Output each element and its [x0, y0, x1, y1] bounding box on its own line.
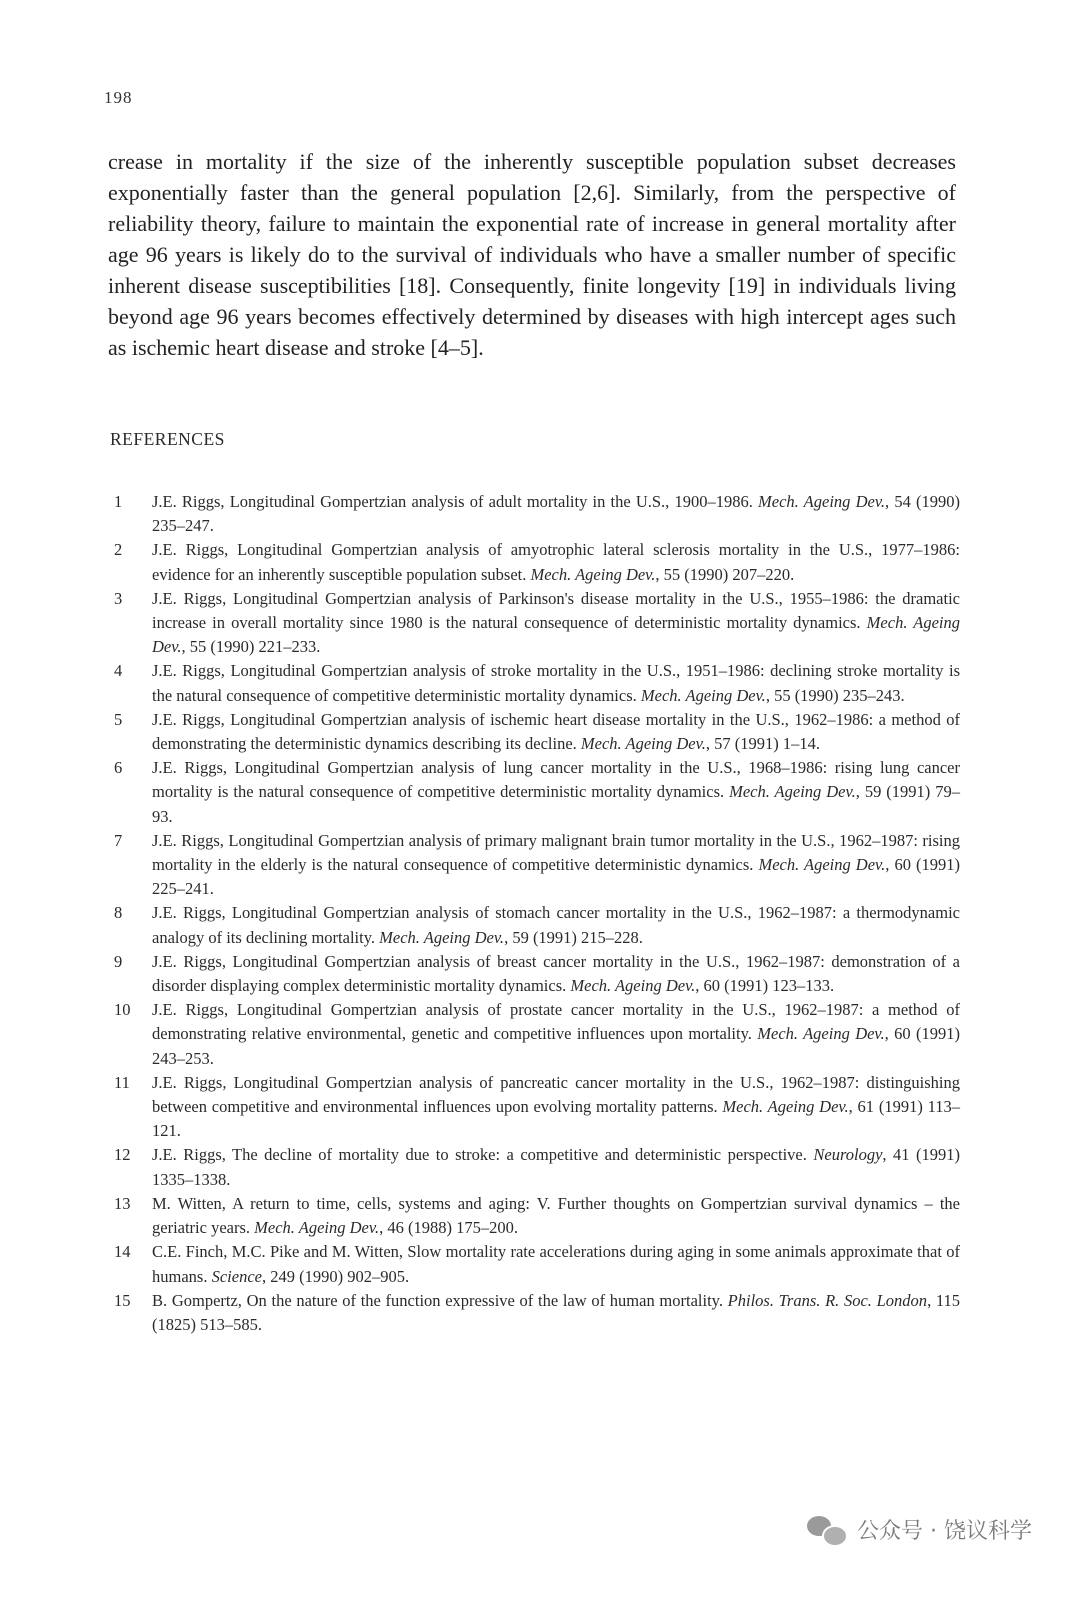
reference-citation: , 55 (1990) 235–243. [765, 685, 905, 705]
reference-text [152, 901, 960, 949]
reference-citation: , 60 (1991) 225–241. [152, 855, 960, 899]
reference-title: B. Gompertz, On the nature of the function expressive of the law of human mortality. [152, 1290, 723, 1310]
reference-item [108, 1071, 960, 1144]
reference-number: 10 [114, 1000, 131, 1020]
reference-item [108, 1192, 960, 1240]
reference-item [108, 1289, 960, 1337]
reference-text [152, 950, 960, 998]
reference-journal: Mech. Ageing Dev. [757, 1024, 885, 1044]
reference-journal: Mech. Ageing Dev. [570, 976, 696, 996]
reference-text [152, 998, 960, 1071]
reference-text [152, 538, 960, 586]
reference-citation: , 41 (1991) 1335–1338. [152, 1145, 960, 1189]
reference-number: 3 [114, 588, 123, 608]
reference-number: 11 [114, 1072, 130, 1092]
references-heading: REFERENCES [110, 429, 225, 449]
reference-journal: Mech. Ageing Dev. [640, 685, 766, 705]
reference-citation: , 57 (1991) 1–14. [705, 734, 820, 754]
reference-number: 9 [114, 951, 123, 971]
reference-journal: Neurology [813, 1145, 883, 1165]
reference-citation: , 60 (1991) 123–133. [695, 976, 835, 996]
reference-title: M. Witten, A return to time, cells, systems and aging: V. Further thoughts on Gompertzian survival dynamics – the geriatric years. [152, 1193, 960, 1238]
reference-item [108, 659, 960, 707]
reference-title: J.E. Riggs, Longitudinal Gompertzian analysis of lung cancer mortality in the U.S., 1968–1986: rising lung cancer mortality is the natural consequence of competitive deterministic mortality dynamics. [152, 758, 960, 802]
reference-journal: Mech. Ageing Dev. [758, 855, 886, 875]
reference-number: 8 [114, 903, 123, 923]
reference-title: J.E. Riggs, Longitudinal Gompertzian analysis of stroke mortality in the U.S., 1951–1986: declining stroke mortality is the natural consequence of competitive deterministic mortality dynamics. [152, 661, 960, 705]
reference-title: J.E. Riggs, Longitudinal Gompertzian analysis of Parkinson's disease mortality in the U.S., 1955–1986: the dramatic increase in overall mortality since 1980 is the natural consequence of deterministic mortality dynamics. [152, 588, 960, 633]
reference-number: 15 [114, 1290, 131, 1310]
reference-text [152, 1240, 960, 1288]
reference-number: 2 [114, 540, 123, 560]
watermark-text: 公众号 · 饶议科学 [857, 1518, 1032, 1544]
reference-item [108, 756, 960, 829]
reference-item [108, 490, 960, 538]
reference-text [152, 708, 960, 756]
reference-item [108, 950, 960, 998]
reference-citation: , 60 (1991) 243–253. [152, 1024, 961, 1068]
reference-title: J.E. Riggs, The decline of mortality due to stroke: a competitive and deterministic perspective. [152, 1145, 807, 1165]
reference-journal: Mech. Ageing Dev. [379, 927, 505, 947]
reference-citation: , 59 (1991) 215–228. [504, 927, 643, 947]
reference-citation: , 115 (1825) 513–585. [152, 1290, 961, 1334]
reference-citation: , 54 (1990) 235–247. [152, 492, 961, 536]
reference-number: 13 [114, 1193, 131, 1213]
reference-journal: Mech. Ageing Dev. [729, 782, 856, 802]
reference-item [108, 538, 960, 586]
reference-title: J.E. Riggs, Longitudinal Gompertzian analysis of adult mortality in the U.S., 1900–1986. [152, 492, 753, 511]
reference-text [152, 756, 960, 829]
reference-number: 4 [114, 661, 123, 681]
reference-citation: , 55 (1990) 221–233. [181, 637, 321, 657]
reference-journal: Mech. Ageing Dev. [254, 1218, 380, 1238]
reference-title: J.E. Riggs, Longitudinal Gompertzian analysis of prostate cancer mortality in the U.S., 1962–1987: a method of demonstrating relative environmental, genetic and competitive influences upon mortality. [152, 1000, 960, 1044]
reference-number: 5 [114, 709, 123, 729]
reference-journal: Philos. Trans. R. Soc. London [727, 1290, 928, 1310]
reference-citation: , 249 (1990) 902–905. [261, 1266, 410, 1286]
reference-journal: Mech. Ageing Dev. [530, 564, 656, 584]
reference-citation: , 61 (1991) 113–121. [152, 1097, 960, 1141]
reference-number: 6 [114, 758, 123, 778]
reference-item [108, 587, 960, 660]
reference-journal: Science [211, 1266, 262, 1286]
reference-text [152, 587, 960, 660]
reference-list [108, 490, 960, 1337]
reference-text [152, 1192, 960, 1240]
reference-title: J.E. Riggs, Longitudinal Gompertzian analysis of amyotrophic lateral sclerosis mortality in the U.S., 1977–1986: evidence for an inherently susceptible population subset. [152, 540, 960, 584]
reference-item [108, 708, 960, 756]
reference-text [152, 1071, 960, 1144]
reference-number: 14 [114, 1242, 131, 1262]
reference-item [108, 901, 960, 949]
reference-text [152, 1143, 960, 1191]
wechat-icon [807, 1512, 847, 1546]
reference-item [108, 1143, 960, 1191]
reference-journal: Mech. Ageing Dev. [722, 1097, 849, 1117]
reference-title: C.E. Finch, M.C. Pike and M. Witten, Slow mortality rate accelerations during aging in some animals approximate that of humans. [152, 1242, 960, 1286]
reference-title: J.E. Riggs, Longitudinal Gompertzian analysis of pancreatic cancer mortality in the U.S., 1962–1987: distinguishing between competitive and environmental influences upon evolving mortality patterns. [152, 1072, 960, 1117]
reference-citation: , 46 (1988) 175–200. [379, 1218, 518, 1238]
page-number: 198 [104, 88, 133, 107]
reference-journal: Mech. Ageing Dev. [152, 613, 960, 657]
reference-text [152, 1289, 960, 1337]
reference-title: J.E. Riggs, Longitudinal Gompertzian analysis of ischemic heart disease mortality in the U.S., 1962–1986: a method of demonstrating the deterministic dynamics describing its decline. [152, 709, 960, 754]
reference-text [152, 829, 960, 902]
reference-item [108, 829, 960, 902]
reference-text [152, 490, 960, 538]
reference-item [108, 1240, 960, 1288]
reference-title: J.E. Riggs, Longitudinal Gompertzian analysis of primary malignant brain tumor mortality in the U.S., 1962–1987: rising mortality in the elderly is the natural consequence of competitive deterministic dynamics. [152, 830, 960, 875]
reference-item [108, 998, 960, 1071]
reference-citation: , 59 (1991) 79–93. [152, 782, 961, 826]
reference-citation: , 55 (1990) 207–220. [655, 564, 795, 584]
reference-title: J.E. Riggs, Longitudinal Gompertzian analysis of stomach cancer mortality in the U.S., 1962–1987: a thermodynamic analogy of its declining mortality. [152, 903, 960, 947]
body-paragraph: crease in mortality if the size of the inherently susceptible population subset decreases exponentially faster than the general population [2,6]. Similarly, from the perspective of reliability theory, failure to maintain the exponential rate of increase in general mortality after age 96 years is likely do to the survival of individuals who have a smaller number of specific inherent disease susceptibilities [18]. Consequently, finite longevity [19] in individuals living beyond age 96 years becomes effectively determined by diseases with high intercept ages such as ischemic heart disease and stroke [4–5]. [108, 149, 956, 360]
reference-title: J.E. Riggs, Longitudinal Gompertzian analysis of breast cancer mortality in the U.S., 1962–1987: demonstration of a disorder displaying complex deterministic mortality dynamics. [152, 951, 960, 996]
reference-journal: Mech. Ageing Dev. [580, 734, 706, 754]
watermark [807, 1512, 1032, 1546]
reference-journal: Mech. Ageing Dev. [758, 492, 886, 511]
reference-number: 7 [114, 830, 123, 850]
reference-number: 12 [114, 1145, 131, 1165]
reference-number: 1 [114, 492, 123, 511]
reference-text [152, 659, 960, 707]
